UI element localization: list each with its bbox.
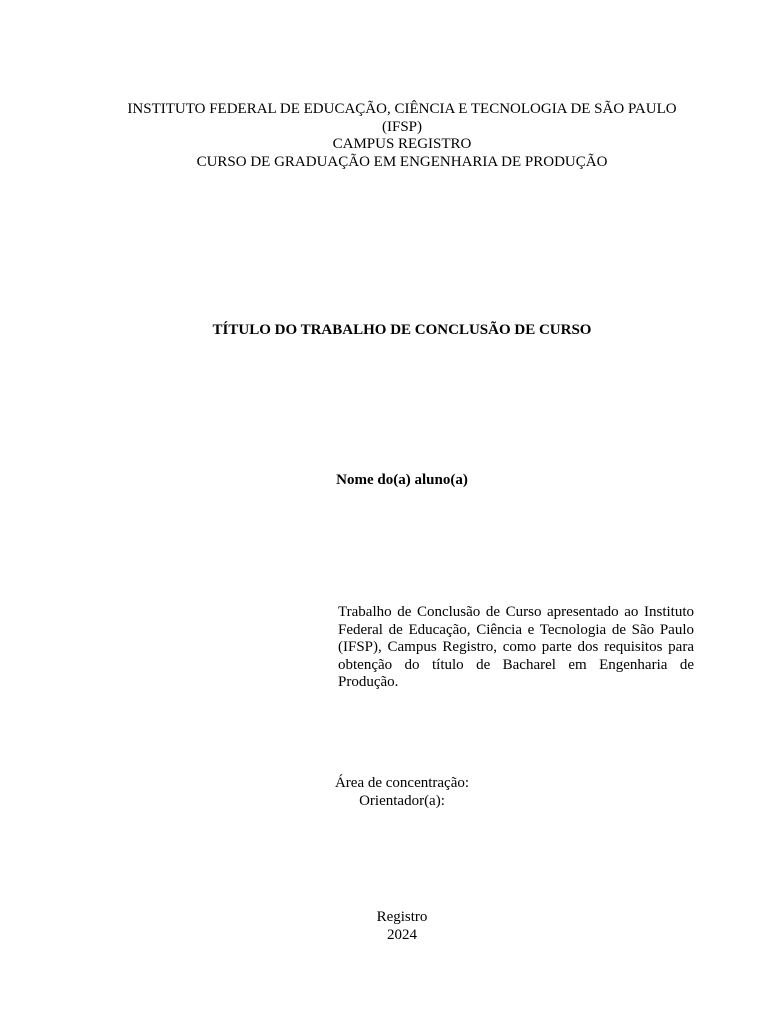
thesis-description: Trabalho de Conclusão de Curso apresentado ao Instituto Federal de Educação, Ciência e Tecnologia de São Paulo (IFSP), Campus Registro, como parte dos requisitos para obtenção do título de Bacharel em Engenharia de Produção.	[338, 604, 694, 690]
area-advisor-block	[300, 774, 504, 810]
student-name: Nome do(a) aluno(a)	[336, 472, 468, 488]
place-date-footer	[300, 908, 504, 944]
advisor-label: Orientador(a):	[359, 793, 445, 809]
concentration-area-label: Área de concentração:	[334, 775, 470, 791]
institution-name: INSTITUTO FEDERAL DE EDUCAÇÃO, CIÊNCIA E TECNOLOGIA DE SÃO PAULO	[127, 101, 677, 117]
year: 2024	[387, 927, 417, 943]
institution-header	[100, 101, 704, 171]
thesis-title: TÍTULO DO TRABALHO DE CONCLUSÃO DE CURSO	[212, 322, 592, 338]
course-name: CURSO DE GRADUAÇÃO EM ENGENHARIA DE PRODUÇÃO	[196, 153, 608, 170]
city-name: Registro	[376, 909, 428, 925]
institution-acronym: (IFSP)	[381, 118, 422, 135]
campus-name: CAMPUS REGISTRO	[332, 136, 472, 152]
